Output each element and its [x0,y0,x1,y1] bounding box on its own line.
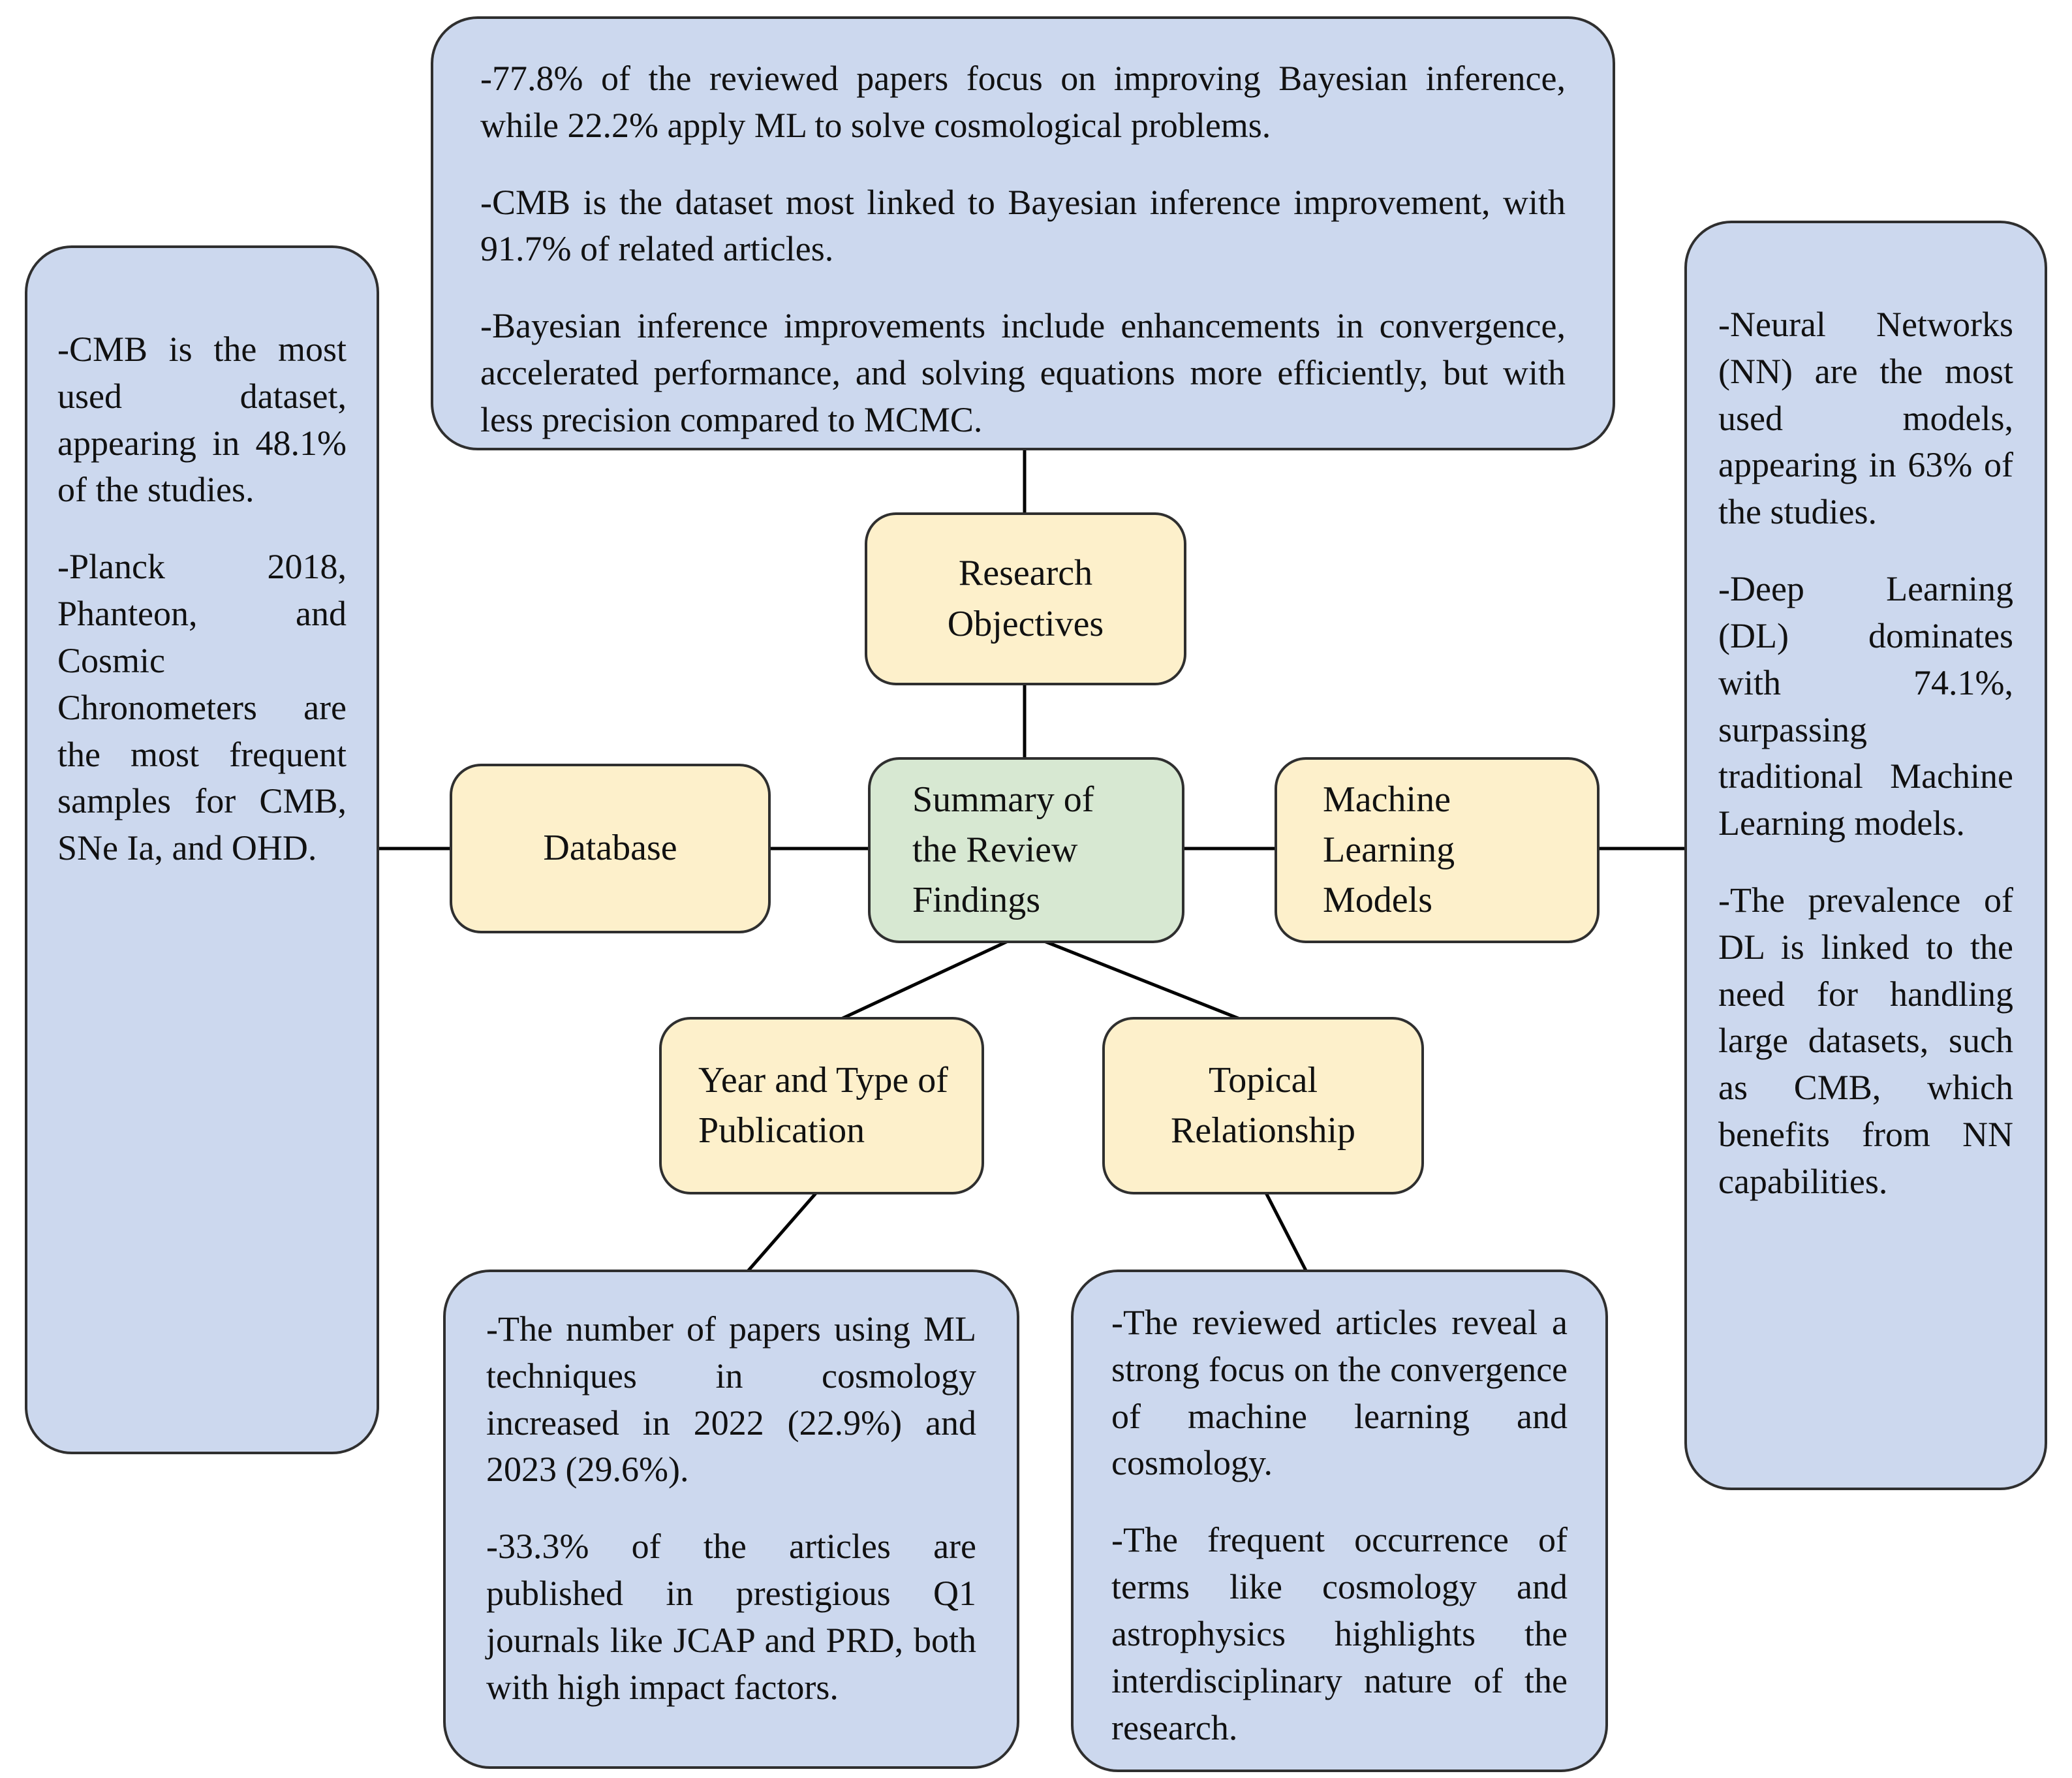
node-label: Machine Learning Models [1323,779,1455,921]
connector-center-topical [1025,933,1263,1028]
note-paragraph: -The frequent occurrence of terms like cosmology and astrophysics highlights the interdisciplinary nature of the research. [1111,1520,1568,1747]
note-paragraph: -Neural Networks (NN) are the most used models, appearing in 63% of the studies. [1718,305,2013,532]
node-ml-models [1275,757,1600,943]
note-paragraph: -Deep Learning (DL) dominates with 74.1%, surpassing traditional Machine Learning models. [1718,569,2013,843]
node-research-objectives [865,512,1186,685]
connector-yeartype-bottomleftnote [741,1187,822,1279]
note-topical [1071,1270,1608,1772]
node-year-type [659,1017,984,1194]
connector-center-yeartype [822,933,1025,1028]
node-label: Database [543,828,677,869]
note-research-objectives [431,16,1615,450]
node-summary-center [868,757,1184,943]
note-paragraph: -77.8% of the reviewed papers focus on improving Bayesian inference, while 22.2% apply ML to solve cosmological problems. [480,59,1566,145]
node-topical [1102,1017,1424,1194]
note-paragraph: -CMB is the dataset most linked to Bayesian inference improvement, with 91.7% of related articles. [480,182,1566,269]
note-paragraph: -The prevalence of DL is linked to the need for handling large datasets, such as CMB, which benefits from NN capabilities. [1718,880,2013,1201]
note-paragraph: -CMB is the most used dataset, appearing in 48.1% of the studies. [57,330,347,510]
note-ml-models [1684,221,2047,1490]
node-label: Summary of the Review Findings [912,779,1094,921]
note-paragraph: -The reviewed articles reveal a strong focus on the convergence of machine learning and cosmology. [1111,1303,1568,1483]
note-year-type [443,1270,1019,1769]
node-label: Topical Relationship [1170,1059,1356,1151]
node-label: Year and Type of Publication [698,1059,948,1151]
node-database [450,764,771,933]
connector-topical-bottomrightnote [1263,1187,1310,1279]
note-database [25,245,379,1454]
note-paragraph: -Bayesian inference improvements include enhancements in convergence, accelerated performance, and solving equations more efficiently, but with less precision compared to MCMC. [480,306,1566,439]
node-label: Research Objectives [947,553,1104,644]
note-paragraph: -Planck 2018, Phanteon, and Cosmic Chronometers are the most frequent samples for CMB, SNe Ia, and OHD. [57,547,347,868]
note-paragraph: -The number of papers using ML techniques in cosmology increased in 2022 (22.9%) and 2023 (29.6%). [486,1309,976,1489]
note-paragraph: -33.3% of the articles are published in prestigious Q1 journals like JCAP and PRD, both with high impact factors. [486,1527,976,1707]
